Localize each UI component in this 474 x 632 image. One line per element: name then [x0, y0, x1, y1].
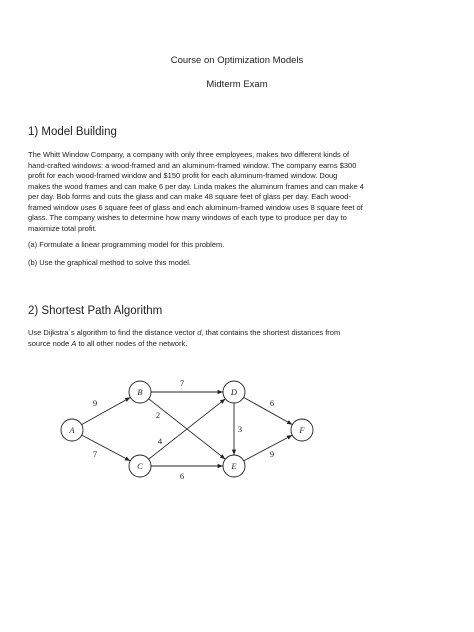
edge-weight-E-F: 9 [269, 449, 275, 459]
edge-weight-C-D: 4 [157, 436, 163, 446]
edges-layer [82, 378, 293, 481]
problem-line: makes the wood frames and can make 6 per day. Linda makes the aluminum frames and can make 4 [28, 181, 364, 191]
edge-A-B [82, 397, 131, 424]
var-a: A [71, 338, 77, 348]
instruction-line-2: source node A to all other nodes of the network. [28, 338, 188, 348]
edge-weight-B-E: 2 [155, 410, 161, 420]
edge-A-C [82, 435, 131, 461]
node-label-A: A [69, 425, 75, 435]
edge-weight-A-C: 7 [92, 449, 98, 459]
edge-weight-A-B: 9 [92, 398, 98, 408]
problem-line: The Whitt Window Company, a company with only three employees, makes two different kinds of [28, 150, 350, 159]
dijkstra-instructions [28, 328, 446, 349]
problem-line: profit for each wood-framed window and $150 profit for each aluminum-framed window. Doug [28, 171, 338, 180]
node-label-B: B [137, 387, 143, 397]
part-b: (b) Use the graphical method to solve this model. [28, 258, 191, 267]
edge-weight-D-E: 3 [237, 424, 243, 434]
problem-line: maximize total profit. [28, 223, 97, 233]
edge-weight-B-D: 7 [179, 378, 185, 388]
course-title: Course on Optimization Models [170, 55, 304, 66]
problem-line: framed window uses 6 square feet of glass and each aluminum-framed window uses 8 square feet of [28, 202, 363, 212]
part-a: (a) Formulate a linear programming model for this problem. [28, 240, 225, 249]
edge-E-F [244, 435, 293, 461]
problem-line: hand-crafted windows: a wood-framed and an aluminum-framed window. The company earns $300 [28, 160, 357, 170]
network-diagram [40, 368, 330, 488]
problem-line: per day. Bob forms and cuts the glass and can make 48 square feet of glass per day. Each wood- [28, 192, 351, 201]
instruction-line-1: Use Dijkstra`s algorithm to find the distance vector d, that contains the shortest distances from [28, 328, 341, 337]
var-d: d [197, 328, 202, 337]
edge-weight-C-E: 6 [179, 471, 185, 481]
node-label-C: C [137, 461, 143, 471]
exam-title: Midterm Exam [206, 79, 268, 90]
node-label-F: F [299, 425, 305, 435]
section-2-heading: 2) Shortest Path Algorithm [28, 305, 163, 317]
edge-D-F [244, 397, 293, 424]
edge-weight-D-F: 6 [269, 398, 275, 408]
node-label-D: D [230, 387, 238, 397]
problem-statement [28, 150, 446, 234]
section-1-heading: 1) Model Building [28, 126, 117, 138]
problem-line: glass. The company wishes to determine how many windows of each type to produce per day to [28, 213, 347, 222]
node-label-E: E [231, 461, 237, 471]
